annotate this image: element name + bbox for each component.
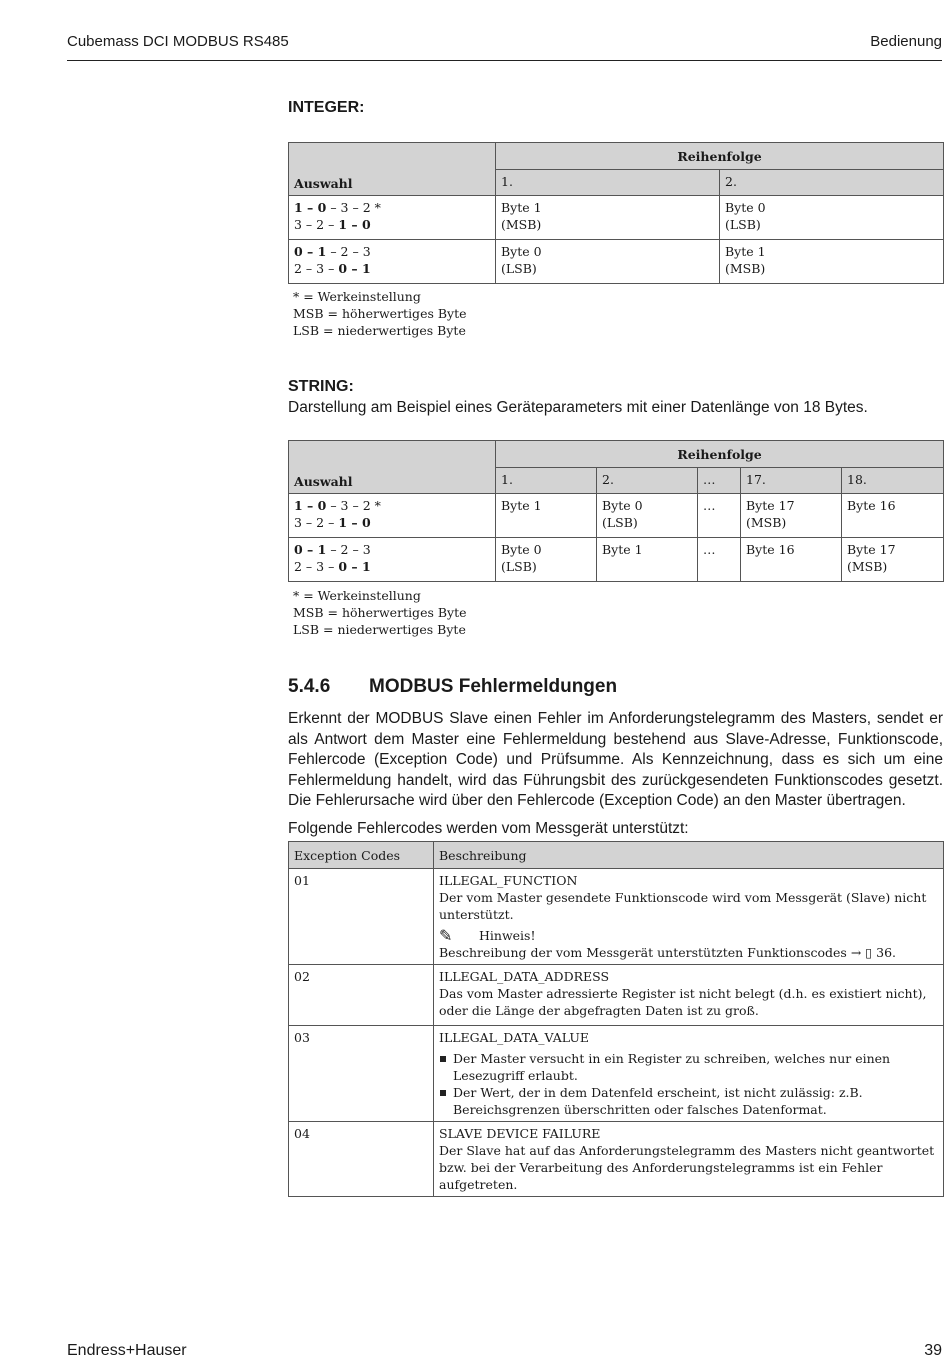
byte-cell: Byte 0 (LSB) xyxy=(597,494,698,538)
byte-cell: … xyxy=(698,494,741,538)
hint-label: Hinweis! xyxy=(479,928,536,943)
table-row xyxy=(289,196,944,240)
string-notes xyxy=(293,587,467,638)
table-row xyxy=(289,1026,944,1122)
byte-cell: Byte 1 (MSB) xyxy=(496,196,720,240)
position-header: 1. xyxy=(496,170,720,196)
note-line: * = Werkeinstellung xyxy=(293,289,421,304)
exception-name: ILLEGAL_FUNCTION xyxy=(439,873,578,888)
exception-bullets xyxy=(439,1050,938,1118)
hint-text: Beschreibung der vom Messgerät unterstützten Funktionscodes → ▯ 36. xyxy=(439,945,897,960)
note-line: MSB = höherwertiges Byte xyxy=(293,306,467,321)
position-header: 2. xyxy=(597,468,698,494)
header-section: Bedienung xyxy=(870,33,942,50)
footer-brand: Endress+Hauser xyxy=(67,1342,187,1359)
col-desc-header: Beschreibung xyxy=(434,842,944,869)
list-item: Der Master versucht in ein Register zu schreiben, welches nur einen Lesezugriff erlaubt. xyxy=(439,1050,938,1084)
section-title xyxy=(288,676,617,698)
byte-cell: Byte 1 (MSB) xyxy=(720,240,944,284)
col-code-header: Exception Codes xyxy=(289,842,434,869)
exception-desc xyxy=(434,1026,944,1122)
table-row xyxy=(289,965,944,1026)
header-title: Cubemass DCI MODBUS RS485 xyxy=(67,33,289,50)
exception-code: 02 xyxy=(289,965,434,1026)
exception-desc xyxy=(434,869,944,965)
byte-cell: Byte 0 (LSB) xyxy=(496,240,720,284)
byte-cell: Byte 0 (LSB) xyxy=(496,538,597,582)
table-row xyxy=(289,869,944,965)
section-lead: Folgende Fehlercodes werden vom Messgerät unterstützt: xyxy=(288,820,689,837)
col-label: Auswahl xyxy=(294,176,353,191)
exception-name: ILLEGAL_DATA_ADDRESS xyxy=(439,969,610,984)
table-row xyxy=(289,538,944,582)
exception-table xyxy=(288,841,944,1197)
string-intro: Darstellung am Beispiel eines Geräteparameters mit einer Datenlänge von 18 Bytes. xyxy=(288,399,868,416)
position-header: … xyxy=(698,468,741,494)
auswahl-cell: 1 – 0 – 3 – 2 * 3 – 2 – 1 – 0 xyxy=(289,494,496,538)
auswahl-cell: 0 – 1 – 2 – 3 2 – 3 – 0 – 1 xyxy=(289,240,496,284)
table-header-row xyxy=(289,842,944,869)
byte-cell: Byte 1 xyxy=(597,538,698,582)
section-heading: MODBUS Fehlermeldungen xyxy=(369,676,618,697)
group-header: Reihenfolge xyxy=(496,441,944,468)
note-line: * = Werkeinstellung xyxy=(293,588,421,603)
auswahl-cell: 0 – 1 – 2 – 3 2 – 3 – 0 – 1 xyxy=(289,538,496,582)
table-header-row xyxy=(289,441,944,468)
exception-text: Der Slave hat auf das Anforderungstelegramm des Masters nicht geantwortet bzw. bei der Verarbeitung des Anforderungstelegramms ist ein Fehler aufgetreten. xyxy=(439,1143,935,1192)
integer-table xyxy=(288,142,944,284)
integer-heading: INTEGER: xyxy=(288,99,365,116)
hint xyxy=(439,927,938,944)
byte-cell: Byte 1 xyxy=(496,494,597,538)
exception-code: 01 xyxy=(289,869,434,965)
table-row xyxy=(289,240,944,284)
exception-text: Das vom Master adressierte Register ist nicht belegt (d.h. es existiert nicht), oder die Länge der abgefragten Daten ist zu groß. xyxy=(439,986,927,1018)
auswahl-cell: 1 – 0 – 3 – 2 * 3 – 2 – 1 – 0 xyxy=(289,196,496,240)
byte-cell: Byte 17 (MSB) xyxy=(741,494,842,538)
page-number: 39 xyxy=(924,1342,942,1359)
exception-desc xyxy=(434,1122,944,1197)
string-heading: STRING: xyxy=(288,378,354,395)
position-header: 2. xyxy=(720,170,944,196)
byte-cell: Byte 16 xyxy=(741,538,842,582)
section-paragraph: Erkennt der MODBUS Slave einen Fehler im Anforderungstelegramm des Masters, sendet er als Antwort dem Master eine Fehlermeldung bestehend aus Slave-Adresse, Funktionscode, Fehlercode (Exception Code) und Prüfsumme. Als Kennzeichnung, dass es sich um eine Fehlermeldung handelt, wird das Führungsbit des zurückgesendeten Funktionscodes gesetzt. Die Fehlerursache wird über den Fehlercode (Exception Code) an den Master übertragen. xyxy=(288,710,943,810)
note-line: LSB = niederwertiges Byte xyxy=(293,622,466,637)
byte-cell: Byte 0 (LSB) xyxy=(720,196,944,240)
position-header: 17. xyxy=(741,468,842,494)
string-table xyxy=(288,440,944,582)
exception-code: 04 xyxy=(289,1122,434,1197)
exception-code: 03 xyxy=(289,1026,434,1122)
byte-cell: … xyxy=(698,538,741,582)
header-rule xyxy=(67,60,942,61)
pencil-icon: ✎ xyxy=(439,926,453,945)
position-header: 1. xyxy=(496,468,597,494)
exception-name: ILLEGAL_DATA_VALUE xyxy=(439,1030,590,1045)
position-header: 18. xyxy=(842,468,944,494)
integer-notes xyxy=(293,288,467,339)
exception-desc xyxy=(434,965,944,1026)
table-row xyxy=(289,494,944,538)
group-header: Reihenfolge xyxy=(496,143,944,170)
table-header-row xyxy=(289,143,944,170)
byte-cell: Byte 16 xyxy=(842,494,944,538)
note-line: MSB = höherwertiges Byte xyxy=(293,605,467,620)
col-label: Auswahl xyxy=(294,474,353,489)
list-item: Der Wert, der in dem Datenfeld erscheint, ist nicht zulässig: z.B. Bereichsgrenzen überschritten oder falsches Datenformat. xyxy=(439,1084,938,1118)
exception-text: Der vom Master gesendete Funktionscode wird vom Messgerät (Slave) nicht unterstützt. xyxy=(439,890,927,922)
byte-cell: Byte 17 (MSB) xyxy=(842,538,944,582)
table-row xyxy=(289,1122,944,1197)
note-line: LSB = niederwertiges Byte xyxy=(293,323,466,338)
exception-name: SLAVE DEVICE FAILURE xyxy=(439,1126,601,1141)
section-number: 5.4.6 xyxy=(288,676,331,697)
